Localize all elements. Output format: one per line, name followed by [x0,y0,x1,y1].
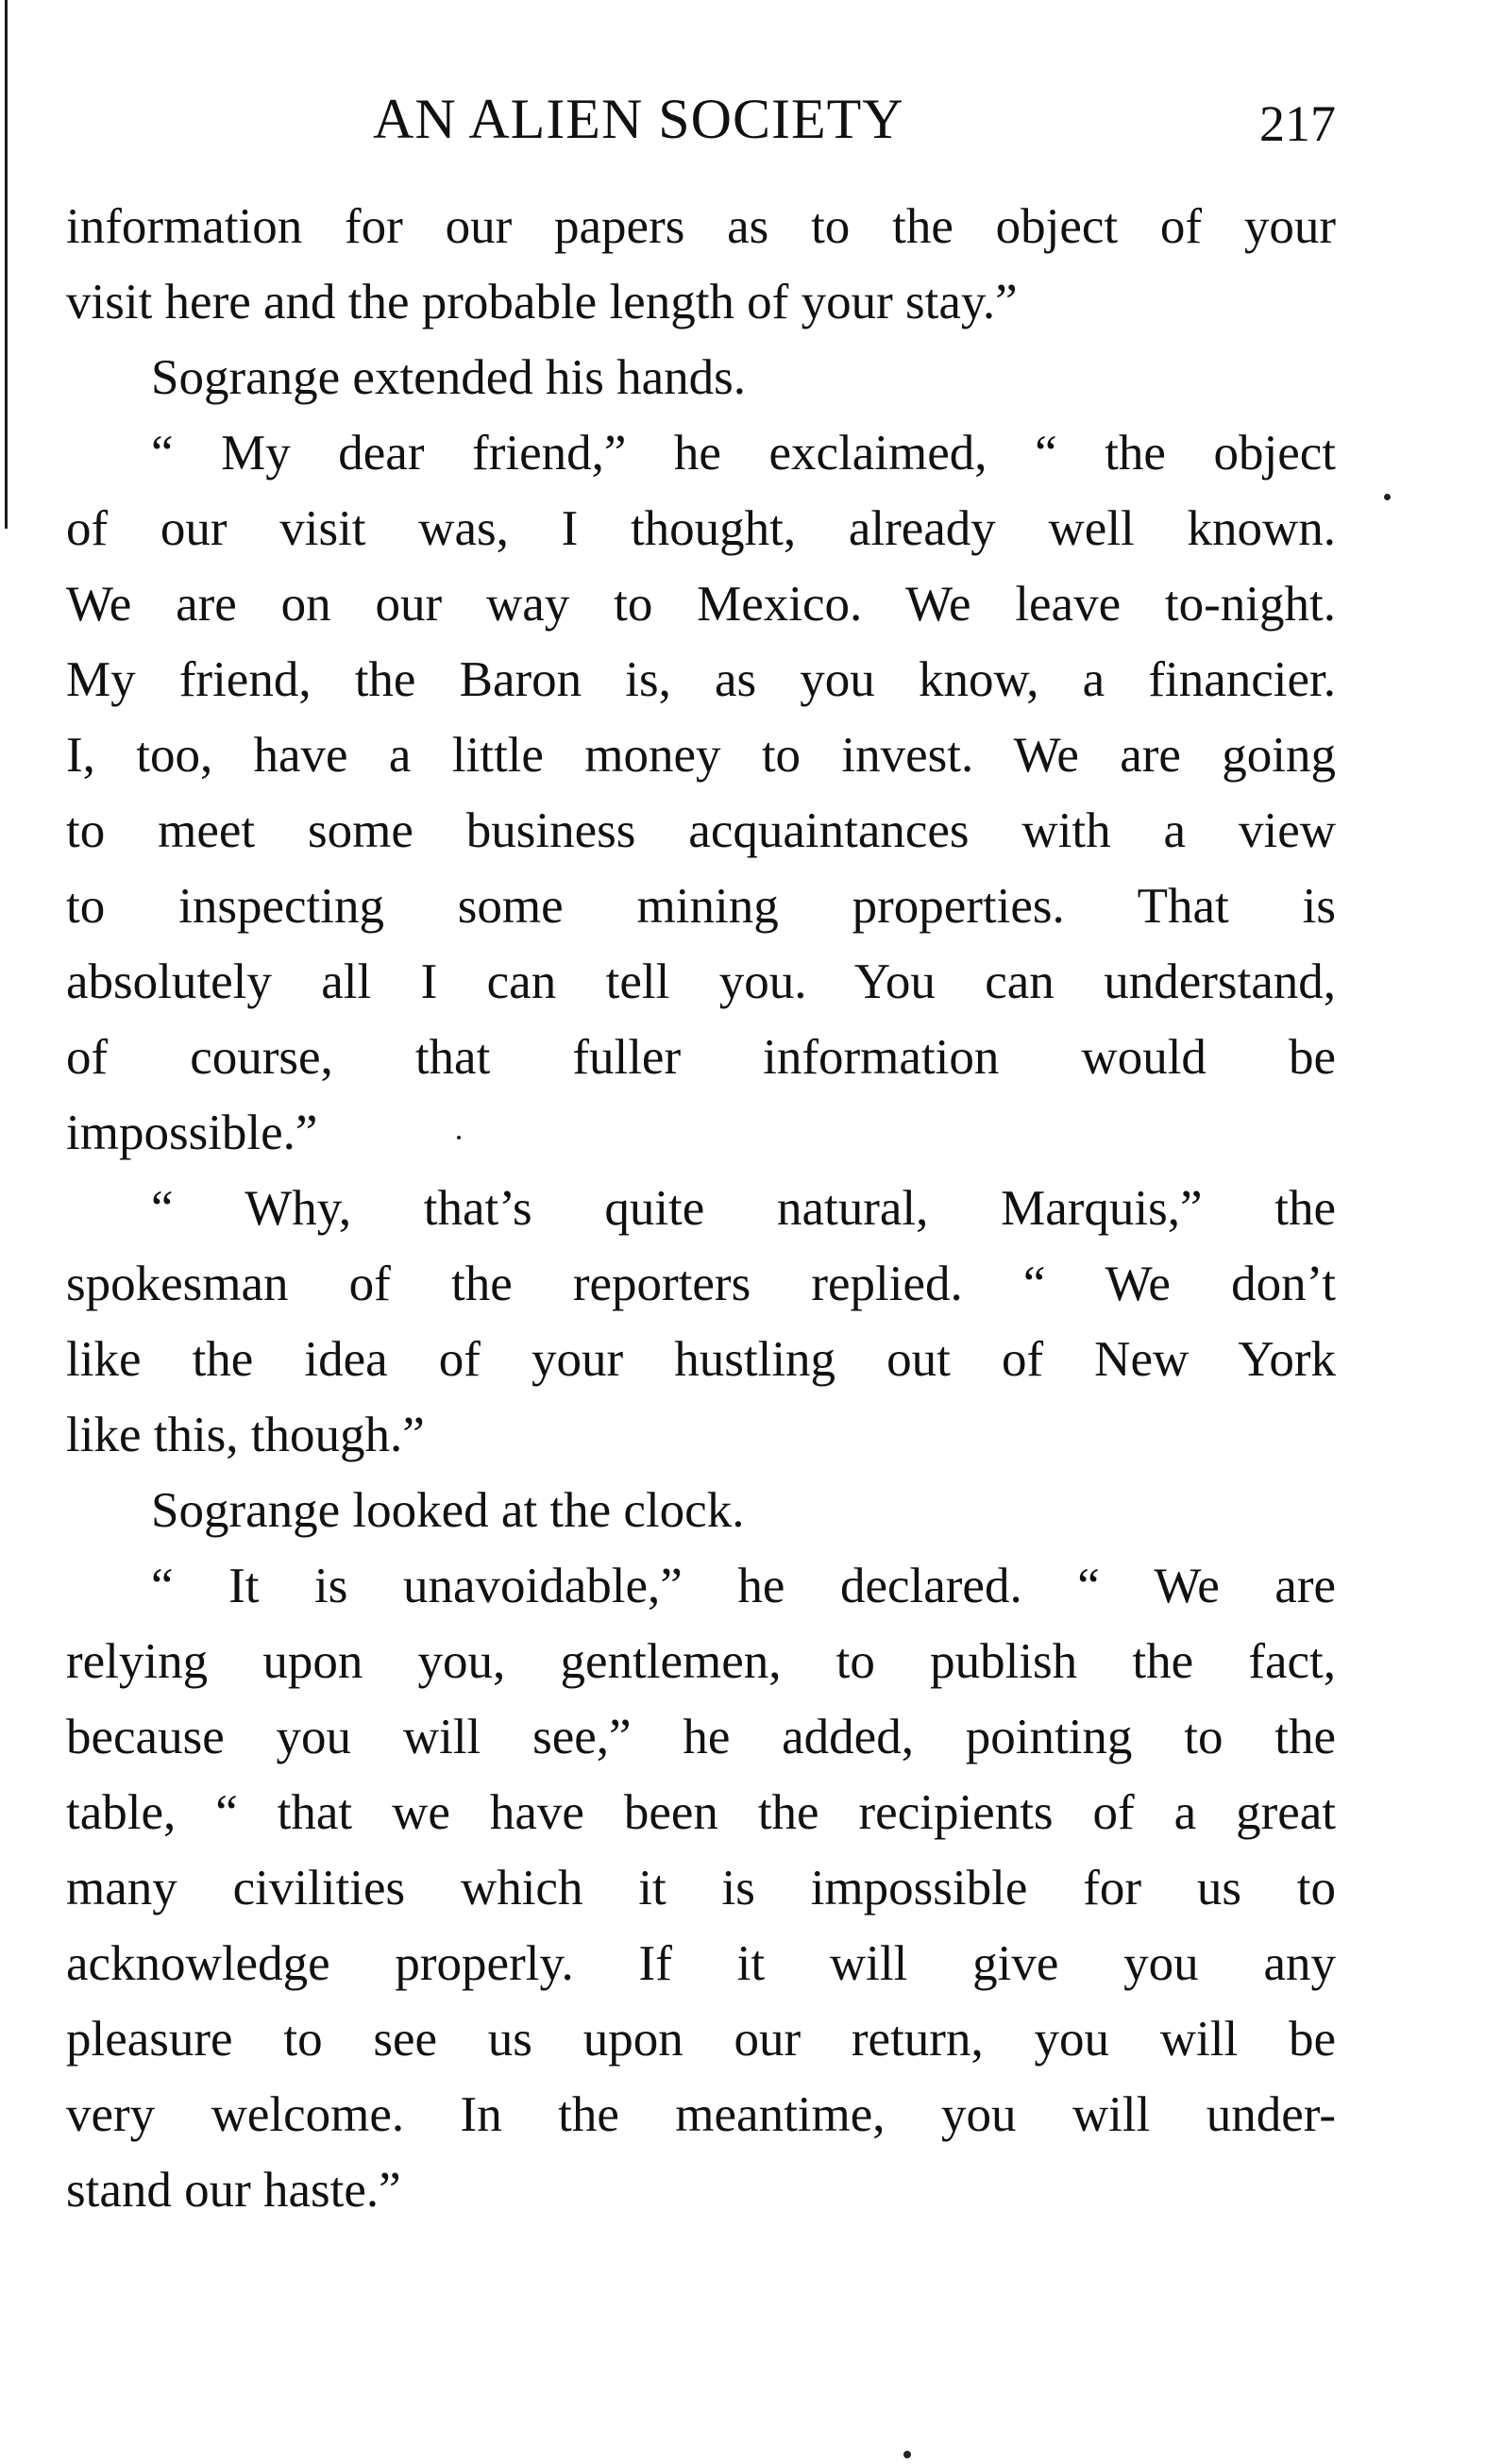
text-line: information for our papers as to the object of your [66,199,1336,254]
text-line: Sogrange looked at the clock. [151,1483,745,1538]
text-line: I, too, have a little money to invest. We are going [66,728,1336,783]
body-text [66,189,1336,2228]
text-line: of our visit was, I thought, already well known. [66,501,1336,556]
text-line: We are on our way to Mexico. We leave to-night. [66,577,1336,632]
text-line: spokesman of the reporters replied. “ We don’t [66,1257,1336,1311]
text-line: to meet some business acquaintances with a view [66,803,1336,858]
ink-speck [457,1136,461,1139]
page-header [66,87,1336,162]
text-line: to inspecting some mining properties. That is [66,879,1336,934]
text-line: pleasure to see us upon our return, you will be [66,2012,1336,2067]
text-line: “ Why, that’s quite natural, Marquis,” the [151,1181,1336,1236]
text-line: stand our haste.” [66,2163,401,2218]
text-line: acknowledge properly. If it will give you any [66,1936,1336,1991]
ink-speck [903,2451,911,2458]
text-line: like this, though.” [66,1408,425,1462]
text-line: because you will see,” he added, pointing to the [66,1710,1336,1764]
text-line: of course, that fuller information would be [66,1030,1336,1085]
page-edge-rule [5,0,8,529]
page-number: 217 [1259,95,1336,152]
ink-speck [1384,494,1391,500]
text-line: like the idea of your hustling out of New York [66,1332,1336,1387]
running-title: AN ALIEN SOCIETY [373,88,904,150]
text-line: many civilities which it is impossible for us to [66,1861,1336,1916]
text-line: relying upon you, gentlemen, to publish the fact, [66,1634,1336,1689]
text-line: My friend, the Baron is, as you know, a financier. [66,652,1336,707]
text-line: table, “ that we have been the recipients of a great [66,1785,1336,1840]
text-line: “ It is unavoidable,” he declared. “ We are [151,1559,1336,1613]
text-line: “ My dear friend,” he exclaimed, “ the object [151,426,1336,481]
text-line: visit here and the probable length of your stay.” [66,275,1018,329]
text-line: impossible.” [66,1105,318,1160]
text-line: absolutely all I can tell you. You can understand, [66,954,1336,1009]
text-line: Sogrange extended his hands. [151,350,746,405]
text-line: very welcome. In the meantime, you will under- [66,2087,1336,2142]
